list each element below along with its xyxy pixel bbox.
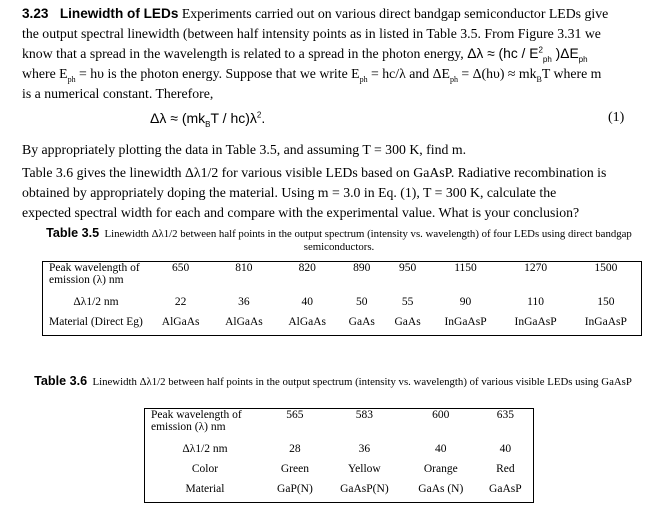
table-row: Color Green Yellow Orange Red	[191, 462, 515, 475]
problem-line4: where $E_{ph} = h\upsilon$ is the photon energy. Suppose that we write $E_{ph} = hc/\lambda$ and $\Delta E_{ph} = \Delta(h\upsilon) \approx mk_BT$ where m	[22, 66, 602, 84]
table35-label: Table 3.5	[46, 226, 100, 240]
problem-title: Linewidth of LEDs	[59, 6, 179, 21]
inline-equation: $\Delta\lambda \approx (hc / E^2_{ph}$ )$\Delta E_{ph}$	[467, 45, 588, 64]
table-row: Δλ1/2 nm 22 36 40 50 55 90 110 150	[73, 295, 615, 308]
table36-caption	[28, 375, 638, 389]
problem-line1: Experiments carried out on various direct bandgap semiconductor LEDs give	[181, 6, 609, 21]
table35-caption-text: Linewidth Δλ1/2 between half points in the output spectrum (intensity vs. wavelength) of four LEDs using direct bandgap semiconductors.	[104, 228, 632, 253]
table36-caption-text: Linewidth Δλ1/2 between half points in the output spectrum (intensity vs. wavelength) of various visible LEDs using GaAsP	[92, 376, 632, 388]
problem-number: 3.23	[22, 6, 49, 21]
table-row: Material GaP(N) GaAsP(N) GaAs (N) GaAsP	[185, 482, 522, 495]
equation-1: $\Delta\lambda \approx (mk_BT / hc)\lambda^2$.	[150, 110, 266, 129]
problem-line3: know that a spread in the wavelength is related to a spread in the photon energy,	[22, 46, 464, 61]
table-row: Peak wavelength of emission (λ) nm 650 810 820 890 950 1150 1270 1500	[49, 262, 618, 286]
paragraph-find-m: By appropriately plotting the data in Table 3.5, and assuming T = 300 K, find m.	[22, 142, 467, 157]
problem-statement	[22, 4, 656, 104]
table36-label: Table 3.6	[34, 374, 88, 388]
table-3-5	[42, 261, 642, 336]
paragraph-table36-task: Table 3.6 gives the linewidth Δλ1/2 for various visible LEDs based on GaAsP. Radiative recombination is obtained by appropriately doping the material. Using m = 3.0 in Eq. (1), T = 300 K, calculate the expected spectral width for each and compare with the experimental value. What is your conclusion?	[22, 165, 607, 220]
table-3-6	[144, 408, 534, 503]
problem-line5: is a numerical constant. Therefore,	[22, 86, 214, 101]
problem-line2: the output spectral linewidth (between half intensity points as in listed in Table 3.5. From Figure 3.31 we	[22, 26, 601, 41]
table-row: Material (Direct Eg) AlGaAs AlGaAs AlGaAs GaAs GaAs InGaAsP InGaAsP InGaAsP	[49, 315, 627, 328]
table-row: Δλ1/2 nm 28 36 40 40	[182, 442, 512, 455]
table-row: Peak wavelength of emission (λ) nm 565 583 600 635	[151, 409, 514, 433]
table35-caption	[24, 227, 654, 254]
equation-number: (1)	[608, 110, 625, 125]
